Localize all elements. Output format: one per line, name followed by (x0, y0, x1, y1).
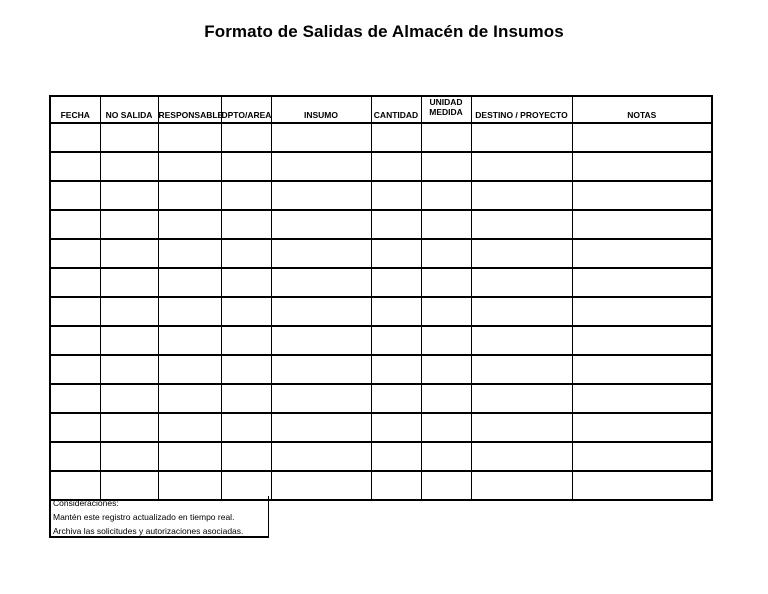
cell-no-salida[interactable] (100, 210, 158, 239)
cell-dpto-area[interactable] (221, 239, 271, 268)
cell-notas[interactable] (572, 471, 712, 500)
header-fecha: FECHA (50, 96, 100, 123)
cell-fecha[interactable] (50, 152, 100, 181)
table-row (50, 210, 712, 239)
cell-destino-proyecto[interactable] (471, 442, 572, 471)
table-row (50, 326, 712, 355)
cell-fecha[interactable] (50, 413, 100, 442)
cell-insumo[interactable] (271, 181, 371, 210)
table-row (50, 413, 712, 442)
cell-dpto-area[interactable] (221, 123, 271, 152)
cell-unidad-medida[interactable] (421, 442, 471, 471)
cell-unidad-medida[interactable] (421, 239, 471, 268)
cell-responsable[interactable] (158, 268, 221, 297)
header-notas: NOTAS (572, 96, 712, 123)
cell-cantidad[interactable] (371, 210, 421, 239)
cell-responsable[interactable] (158, 326, 221, 355)
cell-responsable[interactable] (158, 152, 221, 181)
cell-dpto-area[interactable] (221, 384, 271, 413)
cell-no-salida[interactable] (100, 239, 158, 268)
considerations-line-2: Archiva las solicitudes y autorizaciones asociadas. (53, 526, 244, 536)
cell-cantidad[interactable] (371, 355, 421, 384)
cell-responsable[interactable] (158, 355, 221, 384)
cell-dpto-area[interactable] (221, 181, 271, 210)
cell-fecha[interactable] (50, 210, 100, 239)
cell-destino-proyecto[interactable] (471, 210, 572, 239)
cell-cantidad[interactable] (371, 181, 421, 210)
cell-unidad-medida[interactable] (421, 297, 471, 326)
cell-notas[interactable] (572, 442, 712, 471)
document-title: Formato de Salidas de Almacén de Insumos (204, 22, 564, 41)
table-row (50, 442, 712, 471)
cell-fecha[interactable] (50, 355, 100, 384)
header-destino-proyecto: DESTINO / PROYECTO (471, 96, 572, 123)
table-row (50, 268, 712, 297)
cell-destino-proyecto[interactable] (471, 384, 572, 413)
cell-notas[interactable] (572, 297, 712, 326)
header-insumo: INSUMO (271, 96, 371, 123)
cell-fecha[interactable] (50, 442, 100, 471)
cell-no-salida[interactable] (100, 152, 158, 181)
cell-insumo[interactable] (271, 384, 371, 413)
header-dpto-area: DPTO/AREA (221, 96, 271, 123)
cell-fecha[interactable] (50, 123, 100, 152)
cell-responsable[interactable] (158, 413, 221, 442)
cell-notas[interactable] (572, 152, 712, 181)
cell-insumo[interactable] (271, 239, 371, 268)
cell-dpto-area[interactable] (221, 297, 271, 326)
cell-notas[interactable] (572, 268, 712, 297)
cell-notas[interactable] (572, 123, 712, 152)
cell-fecha[interactable] (50, 297, 100, 326)
cell-notas[interactable] (572, 326, 712, 355)
cell-insumo[interactable] (271, 355, 371, 384)
cell-responsable[interactable] (158, 384, 221, 413)
cell-unidad-medida[interactable] (421, 384, 471, 413)
cell-responsable[interactable] (158, 297, 221, 326)
cell-unidad-medida[interactable] (421, 123, 471, 152)
table-row (50, 355, 712, 384)
cell-insumo[interactable] (271, 210, 371, 239)
cell-notas[interactable] (572, 210, 712, 239)
cell-unidad-medida[interactable] (421, 413, 471, 442)
table-row (50, 384, 712, 413)
cell-no-salida[interactable] (100, 268, 158, 297)
cell-cantidad[interactable] (371, 442, 421, 471)
considerations-box (49, 496, 269, 538)
cell-fecha[interactable] (50, 239, 100, 268)
cell-dpto-area[interactable] (221, 268, 271, 297)
cell-fecha[interactable] (50, 268, 100, 297)
cell-insumo[interactable] (271, 268, 371, 297)
considerations-line-1: Mantén este registro actualizado en tiempo real. (53, 512, 235, 522)
cell-no-salida[interactable] (100, 326, 158, 355)
cell-cantidad[interactable] (371, 268, 421, 297)
cell-insumo[interactable] (271, 413, 371, 442)
cell-destino-proyecto[interactable] (471, 239, 572, 268)
cell-insumo[interactable] (271, 326, 371, 355)
cell-unidad-medida[interactable] (421, 326, 471, 355)
cell-dpto-area[interactable] (221, 326, 271, 355)
cell-dpto-area[interactable] (221, 210, 271, 239)
cell-unidad-medida[interactable] (421, 181, 471, 210)
cell-insumo[interactable] (271, 471, 371, 500)
cell-insumo[interactable] (271, 152, 371, 181)
cell-cantidad[interactable] (371, 239, 421, 268)
cell-dpto-area[interactable] (221, 442, 271, 471)
cell-dpto-area[interactable] (221, 152, 271, 181)
cell-cantidad[interactable] (371, 152, 421, 181)
cell-destino-proyecto[interactable] (471, 268, 572, 297)
header-unidad-line: UNIDAD (429, 97, 463, 107)
cell-cantidad[interactable] (371, 384, 421, 413)
table-row (50, 239, 712, 268)
cell-dpto-area[interactable] (221, 355, 271, 384)
cell-fecha[interactable] (50, 326, 100, 355)
cell-no-salida[interactable] (100, 384, 158, 413)
cell-responsable[interactable] (158, 442, 221, 471)
cell-fecha[interactable] (50, 384, 100, 413)
cell-destino-proyecto[interactable] (471, 181, 572, 210)
salidas-table (49, 95, 713, 501)
cell-notas[interactable] (572, 384, 712, 413)
cell-unidad-medida[interactable] (421, 355, 471, 384)
cell-responsable[interactable] (158, 181, 221, 210)
cell-notas[interactable] (572, 181, 712, 210)
header-medida-line: MEDIDA (429, 107, 463, 117)
cell-notas[interactable] (572, 355, 712, 384)
cell-notas[interactable] (572, 413, 712, 442)
considerations-heading: Consideraciones: (53, 498, 119, 508)
cell-destino-proyecto[interactable] (471, 297, 572, 326)
cell-insumo[interactable] (271, 442, 371, 471)
cell-cantidad[interactable] (371, 123, 421, 152)
cell-cantidad[interactable] (371, 297, 421, 326)
cell-insumo[interactable] (271, 123, 371, 152)
cell-no-salida[interactable] (100, 181, 158, 210)
table-row (50, 297, 712, 326)
cell-responsable[interactable] (158, 210, 221, 239)
cell-destino-proyecto[interactable] (471, 123, 572, 152)
cell-destino-proyecto[interactable] (471, 413, 572, 442)
table-row (50, 123, 712, 152)
cell-no-salida[interactable] (100, 413, 158, 442)
cell-unidad-medida[interactable] (421, 152, 471, 181)
cell-notas[interactable] (572, 239, 712, 268)
cell-destino-proyecto[interactable] (471, 355, 572, 384)
cell-destino-proyecto[interactable] (471, 152, 572, 181)
cell-cantidad[interactable] (371, 471, 421, 500)
cell-cantidad[interactable] (371, 413, 421, 442)
cell-destino-proyecto[interactable] (471, 326, 572, 355)
cell-insumo[interactable] (271, 297, 371, 326)
cell-no-salida[interactable] (100, 123, 158, 152)
cell-destino-proyecto[interactable] (471, 471, 572, 500)
cell-no-salida[interactable] (100, 355, 158, 384)
table-row (50, 181, 712, 210)
cell-unidad-medida[interactable] (421, 471, 471, 500)
cell-responsable[interactable] (158, 239, 221, 268)
table-row (50, 152, 712, 181)
cell-dpto-area[interactable] (221, 413, 271, 442)
cell-responsable[interactable] (158, 123, 221, 152)
header-no-salida: NO SALIDA (100, 96, 158, 123)
header-cantidad: CANTIDAD (371, 96, 421, 123)
cell-unidad-medida[interactable] (421, 210, 471, 239)
cell-no-salida[interactable] (100, 442, 158, 471)
cell-fecha[interactable] (50, 181, 100, 210)
table-header-row (50, 96, 712, 123)
header-unidad-medida (421, 96, 471, 123)
header-responsable: RESPONSABLE (158, 96, 221, 123)
cell-unidad-medida[interactable] (421, 268, 471, 297)
cell-no-salida[interactable] (100, 297, 158, 326)
cell-cantidad[interactable] (371, 326, 421, 355)
